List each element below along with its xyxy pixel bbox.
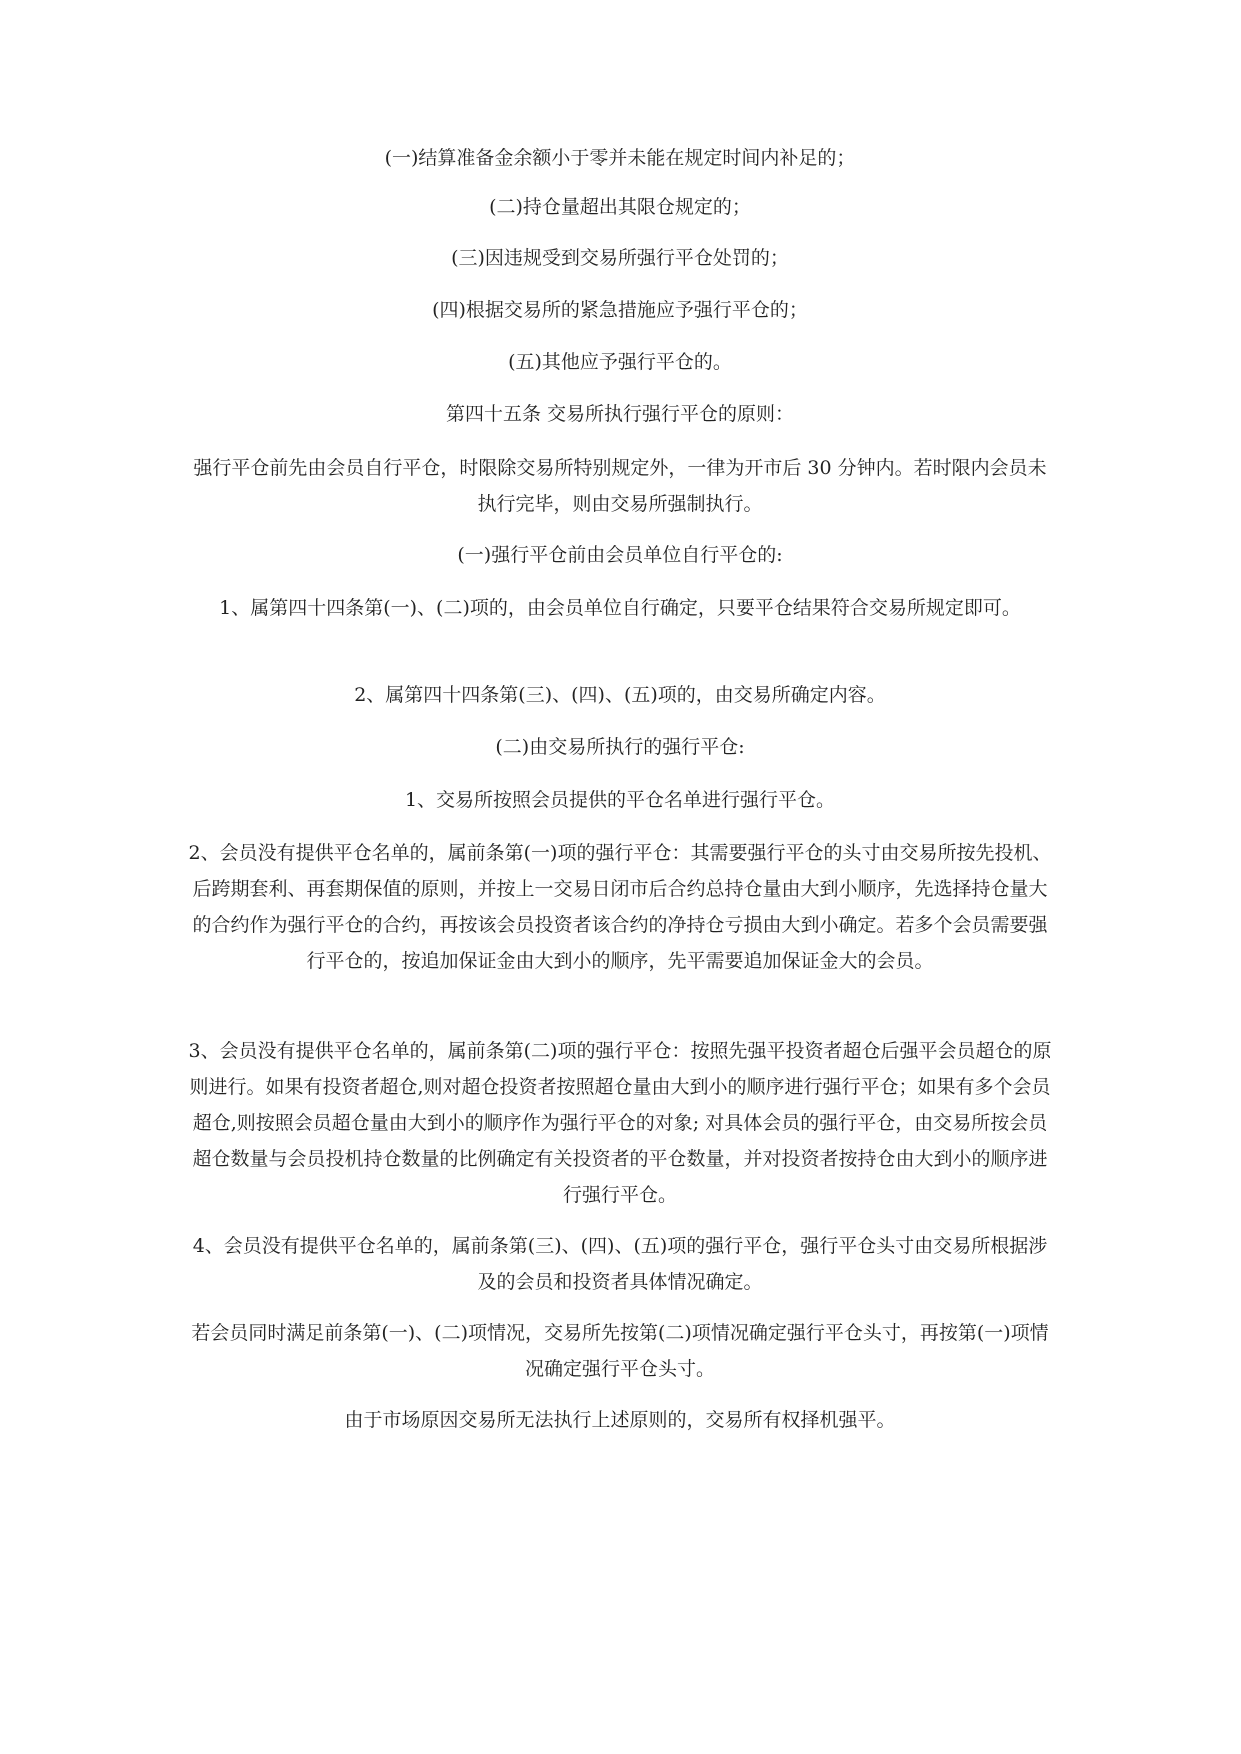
section-two-heading: (二)由交易所执行的强行平仓: [495,736,745,758]
section-two-item-3: 3、会员没有提供平仓名单的，属前条第(二)项的强行平仓：按照先强平投资者超仓后强平会员超仓的原则进行。如果有投资者超仓,则对超仓投资者按照超仓量由大到小的顺序进行强行平仓；如果有多个会员超仓,则按照会员超仓量由大到小的顺序作为强行平仓的对象; 对具体会员的强行平仓，由交易所按会员超仓数量与会员投机持仓数量的比例确定有关投资者的平仓数量，并对投资者按持仓由大到小的顺序进行强行平仓。 [188,1040,1052,1206]
section-two-item-2: 2、会员没有提供平仓名单的，属前条第(一)项的强行平仓：其需要强行平仓的头寸由交易所按先投机、后跨期套利、再套期保值的原则，并按上一交易日闭市后合约总持仓量由大到小顺序，先选择持仓量大的合约作为强行平仓的合约，再按该会员投资者该合约的净持仓亏损由大到小确定。若多个会员需要强行平仓的，按追加保证金由大到小的顺序，先平需要追加保证金大的会员。 [188,842,1052,972]
combined-condition-paragraph: 若会员同时满足前条第(一)、(二)项情况，交易所先按第(二)项情况确定强行平仓头寸，再按第(一)项情况确定强行平仓头寸。 [191,1322,1049,1380]
article-45-heading: 第四十五条 交易所执行强行平仓的原则： [445,403,795,425]
clause-item-5: (五)其他应予强行平仓的。 [508,351,732,373]
market-reason-paragraph: 由于市场原因交易所无法执行上述原则的，交易所有权择机强平。 [344,1409,896,1431]
section-one-item-1: 1、属第四十四条第(一)、(二)项的，由会员单位自行确定，只要平仓结果符合交易所规定即可。 [219,597,1021,619]
clause-item-4: (四)根据交易所的紧急措施应予强行平仓的； [432,299,808,321]
section-two-item-4: 4、会员没有提供平仓名单的，属前条第(三)、(四)、(五)项的强行平仓，强行平仓头寸由交易所根据涉及的会员和投资者具体情况确定。 [192,1235,1048,1293]
clause-item-3: (三)因违规受到交易所强行平仓处罚的； [451,247,789,269]
article-45-intro: 强行平仓前先由会员自行平仓，时限除交易所特别规定外，一律为开市后 30 分钟内。若时限内会员未执行完毕，则由交易所强制执行。 [193,457,1047,515]
section-one-heading: (一)强行平仓前由会员单位自行平仓的: [457,544,783,566]
clause-item-1: (一)结算准备金余额小于零并未能在规定时间内补足的； [384,147,856,169]
clause-item-2: (二)持仓量超出其限仓规定的； [489,196,751,218]
section-one-item-2: 2、属第四十四条第(三)、(四)、(五)项的，由交易所确定内容。 [354,684,886,706]
section-two-item-1: 1、交易所按照会员提供的平仓名单进行强行平仓。 [404,789,836,811]
